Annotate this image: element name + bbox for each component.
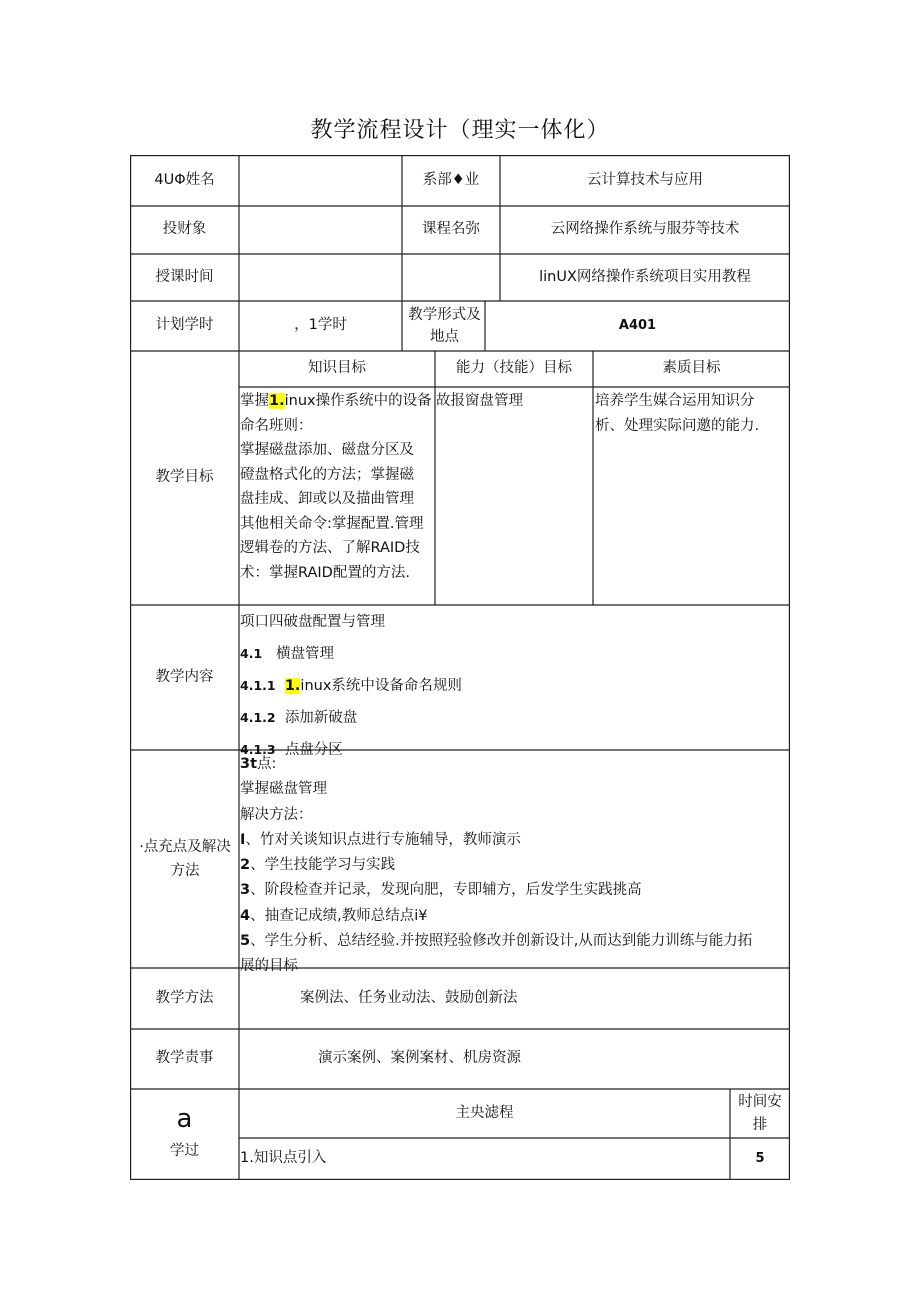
knowledge-line: 命名班则： xyxy=(240,417,313,434)
knowledge-line: 掌握1.inux操作系统中的设备 xyxy=(240,393,432,409)
content-label: 教学内容 xyxy=(155,668,214,685)
keypoint-line: 掌握磁盘管理 xyxy=(240,781,327,798)
knowledge-objective-header: 知识目标 xyxy=(308,360,366,377)
resources-value: 演示案例、案例案材、机房资源 xyxy=(318,1050,521,1067)
quality-line: 培养学生媒合运用知识分 xyxy=(595,393,755,409)
keypoints-label: ·点充点及解决方法 xyxy=(139,839,231,879)
knowledge-line: 术：掌握RAID配置的方法. xyxy=(240,564,410,581)
teacher-name-label: 4UΦ姓名 xyxy=(154,171,215,188)
knowledge-line: 磴盘格式化的方法；掌握磁 xyxy=(240,466,414,483)
objectives-label: 教学目标 xyxy=(155,469,214,486)
planned-hours-value: ，1学时 xyxy=(294,317,347,334)
process-label-top: a xyxy=(176,1104,193,1135)
keypoints-text xyxy=(240,752,788,975)
content-line: 4.1.1 1.inux系统中设备命名规则 xyxy=(240,678,462,694)
process-label-bottom: 学过 xyxy=(170,1143,199,1160)
content-text xyxy=(240,607,788,758)
keypoint-line: 3、阶段检查并记录，发现向肥，专即辅方，后发学生实践挑高 xyxy=(240,882,642,899)
keypoint-line: 3t点: xyxy=(240,756,277,772)
process-time-1: 5 xyxy=(755,1151,765,1167)
teaching-form-location-label: 教学形式及地点 xyxy=(408,307,481,345)
quality-objective-header: 素质目标 xyxy=(662,360,721,377)
department-label: 系部♦业 xyxy=(422,171,480,188)
keypoint-line: 2、学生技能学习与实践 xyxy=(240,857,396,874)
planned-hours-label: 计划学时 xyxy=(155,317,214,334)
class-time-value xyxy=(239,254,402,301)
content-line: 4.1.2 添加新破盘 xyxy=(240,710,358,726)
location-value: A401 xyxy=(618,318,657,334)
keypoint-line: 5、学生分析、总结经验.并按照羟验修改并创新设计,从而达到能力训练与能力拓 xyxy=(240,933,753,950)
quality-line: 析、处理实际问邀的能力. xyxy=(595,417,760,434)
knowledge-line: 逻辑卷的方法、了解RAID技 xyxy=(240,540,420,556)
course-name-label: 课程名弥 xyxy=(422,221,480,238)
skill-objective-text xyxy=(436,389,592,414)
page-title: 教学流程设计（理实一体化） xyxy=(310,118,610,143)
content-line: 项口四破盘配置与管理 xyxy=(240,614,385,630)
lesson-plan-table xyxy=(130,155,790,1180)
skill-objective-header: 能力（技能）目标 xyxy=(456,360,572,377)
textbook-value: linUX网络操作系统项目实用教程 xyxy=(539,268,751,285)
knowledge-line: 盘挂成、卸或以及描曲管理 xyxy=(240,491,414,507)
course-name-value: 云网络操作系统与服芬等技术 xyxy=(550,221,740,238)
keypoint-line: I、竹对关谈知识点进行专施辅导，教师演示 xyxy=(240,831,521,848)
keypoint-line: 解决方法： xyxy=(240,806,313,823)
methods-value: 案例法、任务业动法、鼓励创新法 xyxy=(300,989,518,1006)
knowledge-line: 其他相关命令:掌握配置.管理 xyxy=(240,515,424,532)
process-item-1: 1.知识点引入 xyxy=(240,1150,327,1167)
content-line: 4.1.3 点盘分区 xyxy=(240,742,343,758)
textbook-label xyxy=(402,254,500,301)
knowledge-line: 掌握磁盘添加、磁盘分区及 xyxy=(240,442,414,458)
keypoint-line: 展的目标 xyxy=(240,958,298,975)
knowledge-objective-text xyxy=(240,389,435,585)
keypoint-line: 4、抽查记成绩,教师总结点i¥ xyxy=(240,907,428,924)
audience-value xyxy=(239,206,402,254)
methods-label: 教学方法 xyxy=(155,989,214,1006)
quality-objective-text xyxy=(595,389,789,438)
process-main-header: 主央滤程 xyxy=(455,1104,514,1121)
class-time-label: 授课时间 xyxy=(155,268,214,285)
resources-label: 教学责事 xyxy=(155,1050,214,1067)
audience-label: 投财象 xyxy=(162,221,207,238)
process-time-header: 时间安排 xyxy=(738,1094,782,1133)
department-value: 云计算技术与应用 xyxy=(587,171,703,188)
content-line: 4.1 横盘管理 xyxy=(240,646,334,662)
skill-line: 故报窗盘管理 xyxy=(436,393,523,409)
teacher-name-value xyxy=(239,155,402,206)
